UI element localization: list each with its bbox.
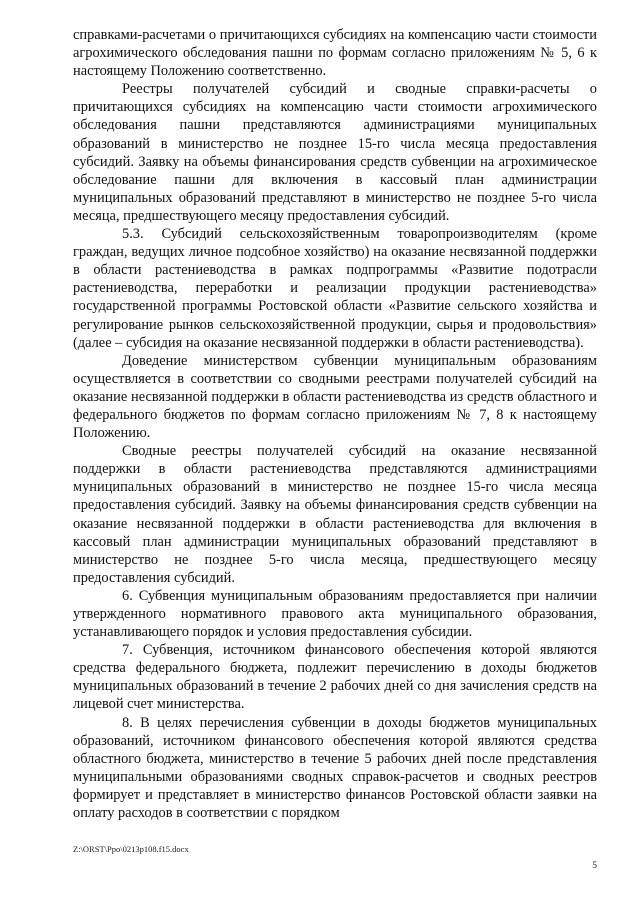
page-number: 5 bbox=[592, 861, 597, 871]
paragraph-7: 7. Субвенция, источником финансового обеспечения которой являются средства федерального бюджета, подлежит перечислению в доходы бюджетов муниципальных образований в течение 2 рабочих дней со дня зачисления средств на лицевой счет министерства. bbox=[73, 642, 597, 713]
paragraph-8: 8. В целях перечисления субвенции в доходы бюджетов муниципальных образований, источником финансового обеспечения которой являются средства областного бюджета, министерство в течение 5 рабочих дней после представления муниципальными образованиями сводных справок-расчетов и сводных реестров формирует и представляет в министерство финансов Ростовской области заявки на оплату расходов в соответствии с порядком bbox=[73, 714, 597, 822]
paragraph-3: 5.3. Субсидий сельскохозяйственным товаропроизводителям (кроме граждан, ведущих личное подсобное хозяйство) на оказание несвязанной поддержки в области растениеводства в рамках подпрограммы «Развитие подотрасли растениеводства, переработки и реализации продукции растениеводства» государственной программы Ростовской области «Развитие сельского хозяйства и регулирование рынков сельскохозяйственной продукции, сырья и продовольствия» (далее – субсидия на оказание несвязанной поддержки в области растениеводства). bbox=[73, 226, 597, 351]
paragraph-4: Доведение министерством субвенции муниципальным образованиям осуществляется в соответствии со сводными реестрами получателей субсидий на оказание несвязанной поддержки в области растениеводства из средств областного и федерального бюджетов по формам согласно приложениям № 7, 8 к настоящему Положению. bbox=[73, 352, 597, 442]
paragraph-1: справками-расчетами о причитающихся субсидиях на компенсацию части стоимости агрохимического обследования пашни по формам согласно приложениям № 5, 6 к настоящему Положению соответственно. bbox=[73, 27, 597, 80]
paragraph-2: Реестры получателей субсидий и сводные справки-расчеты о причитающихся субсидиях на компенсацию части стоимости агрохимического обследования пашни представляются администрациями муниципальных образований в министерство не позднее 15-го числа месяца предоставления субсидий. Заявку на объемы финансирования средств субвенции на агрохимическое обследование пашни для включения в кассовый план администрации муниципальных образований представляют в министерство не позднее 5-го числа месяца, предшествующего месяцу предоставления субсидий. bbox=[73, 81, 597, 224]
document-body bbox=[73, 26, 597, 822]
paragraph-5: Сводные реестры получателей субсидий на оказание несвязанной поддержки в области растениеводства представляются администрациями муниципальных образований в министерство не позднее 15-го числа месяца предоставления субсидий. Заявку на объемы финансирования средств субвенции на оказание несвязанной поддержки в области растениеводства для включения в кассовый план администрации муниципальных образований представляют в министерство не позднее 5-го числа месяца, предшествующего месяцу предоставления субсидий. bbox=[73, 443, 597, 586]
paragraph-6: 6. Субвенция муниципальным образованиям предоставляется при наличии утвержденного нормативного правового акта муниципального образования, устанавливающего порядок и условия предоставления субсидии. bbox=[73, 587, 597, 641]
footer-file-path: Z:\ORST\Ppo\0213p108.f15.docx bbox=[73, 844, 189, 854]
